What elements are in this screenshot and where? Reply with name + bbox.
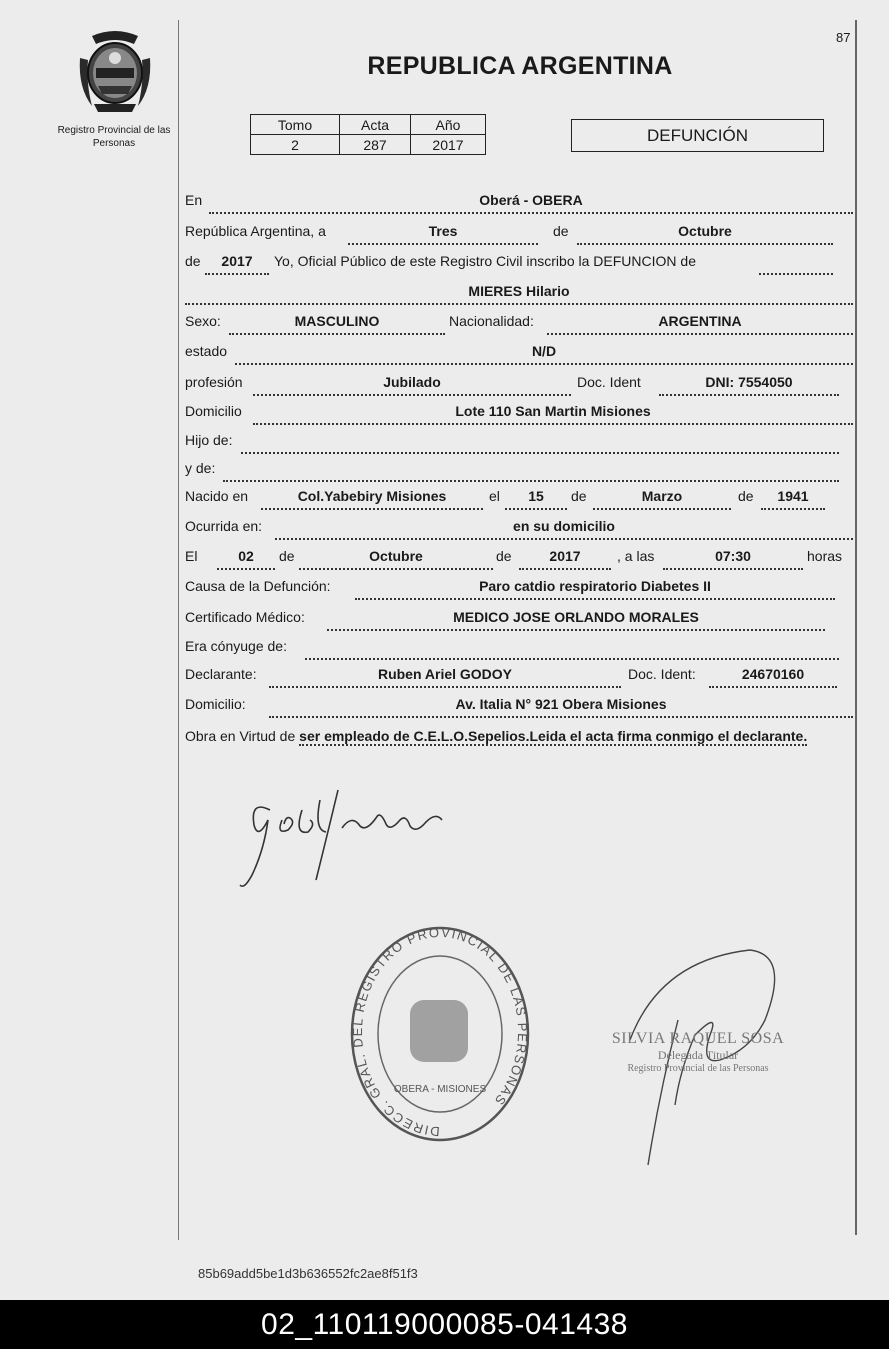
- anio-header: Año: [411, 115, 486, 135]
- row-estado: [185, 343, 855, 365]
- record-type-box: DEFUNCIÓN: [571, 119, 824, 152]
- field-domicilio-declarante: Av. Italia N° 921 Obera Misiones: [269, 696, 853, 718]
- obra-paragraph: [185, 725, 853, 747]
- field-lugar: Oberá - OBERA: [209, 192, 853, 214]
- label-y-de: y de:: [185, 460, 216, 476]
- label-profesion: profesión: [185, 374, 243, 390]
- label-domicilio: Domicilio: [185, 403, 242, 419]
- row-nombre: [185, 283, 855, 305]
- field-ocurrida-en: en su domicilio: [275, 518, 853, 540]
- row-ocurrida: [185, 518, 855, 540]
- field-anio-def: 2017: [519, 548, 611, 570]
- row-certificado: [185, 609, 855, 631]
- seal-inner-text: OBERA - MISIONES: [393, 1084, 487, 1095]
- label-domicilio-2: Domicilio:: [185, 696, 246, 712]
- label-de-2: de: [185, 253, 201, 269]
- field-sexo: MASCULINO: [229, 313, 445, 335]
- row-domicilio: [185, 403, 855, 425]
- label-estado: estado: [185, 343, 228, 359]
- field-profesion: Jubilado: [253, 374, 571, 396]
- label-causa: Causa de la Defunción:: [185, 578, 331, 594]
- row-profesion: [185, 374, 855, 396]
- file-code-bar: 02_110119000085-041438: [0, 1300, 889, 1349]
- record-table: [250, 114, 486, 155]
- field-doc-declarante: 24670160: [709, 666, 837, 688]
- label-de: de: [553, 223, 569, 239]
- label-el-upper: El: [185, 548, 198, 564]
- field-obra: ser empleado de C.E.L.O.Sepelios.Leida el acta firma conmigo el declarante.: [299, 728, 808, 744]
- row-hijo-de: [185, 432, 855, 454]
- label-de-3: de: [571, 488, 587, 504]
- signer-name: SILVIA RAQUEL SOSA: [611, 1030, 785, 1047]
- official-seal: [345, 922, 535, 1147]
- label-nacionalidad: Nacionalidad:: [449, 313, 534, 329]
- field-hijo-de: [241, 432, 839, 454]
- label-sexo: Sexo:: [185, 313, 221, 329]
- label-nacido-en: Nacido en: [185, 488, 249, 504]
- field-dia-acta: Tres: [348, 223, 538, 245]
- row-declarante: [185, 666, 855, 688]
- signer-block: [598, 1030, 798, 1074]
- label-el: el: [489, 488, 500, 504]
- field-domicilio: Lote 110 San Martin Misiones: [253, 403, 853, 425]
- field-nacionalidad: ARGENTINA: [547, 313, 853, 335]
- label-ocurrida-en: Ocurrida en:: [185, 518, 263, 534]
- label-republica: República Argentina, a: [185, 223, 326, 239]
- registry-caption: Registro Provincial de las Personas: [57, 125, 171, 149]
- row-inscripcion: [185, 253, 855, 275]
- field-hora-def: 07:30: [663, 548, 803, 570]
- label-de-4: de: [738, 488, 754, 504]
- row-fecha-defuncion: [185, 548, 855, 570]
- row-y-de: [185, 460, 855, 482]
- field-conyuge: [305, 638, 839, 660]
- field-anio-nac: 1941: [761, 488, 825, 510]
- anio-value: 2017: [411, 135, 486, 155]
- row-lugar: [185, 192, 855, 214]
- field-nombre: MIERES Hilario: [185, 283, 853, 305]
- field-documento: DNI: 7554050: [659, 374, 839, 396]
- document-title: REPUBLICA ARGENTINA: [367, 52, 673, 80]
- field-dia-nac: 15: [505, 488, 567, 510]
- field-estado: N/D: [235, 343, 853, 365]
- row-conyuge: [185, 638, 855, 660]
- left-margin-line: [178, 20, 179, 1240]
- field-mes-nac: Marzo: [593, 488, 731, 510]
- field-lugar-nacimiento: Col.Yabebiry Misiones: [261, 488, 483, 510]
- signer-role: Delegada Titular: [657, 1048, 739, 1062]
- label-de-6: de: [496, 548, 512, 564]
- label-yo: Yo, Oficial Público de este Registro Civil inscribo la DEFUNCION de: [274, 253, 696, 269]
- page-number: 87: [836, 30, 851, 45]
- seal-ring-text: DIRECC. GRAL. DEL REGISTRO PROVINCIAL DE LAS PERSONAS: [350, 924, 531, 1140]
- label-declarante: Declarante:: [185, 666, 257, 682]
- label-conyuge: Era cónyuge de:: [185, 638, 287, 654]
- tomo-header: Tomo: [251, 115, 340, 135]
- right-margin-line: [855, 20, 857, 1235]
- row-sexo: [185, 313, 855, 335]
- field-blank: [759, 253, 833, 275]
- row-fecha-acta: [185, 223, 855, 245]
- field-y-de: [223, 460, 839, 482]
- label-doc-ident-2: Doc. Ident:: [628, 666, 696, 682]
- label-horas: horas: [807, 548, 843, 564]
- field-anio-acta: 2017: [205, 253, 269, 275]
- label-a-las: , a las: [617, 548, 655, 564]
- field-mes-acta: Octubre: [577, 223, 833, 245]
- province-logo: [72, 28, 158, 114]
- label-doc-ident: Doc. Ident: [577, 374, 641, 390]
- field-dia-def: 02: [217, 548, 275, 570]
- row-domicilio-declarante: [185, 696, 855, 718]
- field-causa: Paro catdio respiratorio Diabetes II: [355, 578, 835, 600]
- row-causa: [185, 578, 855, 600]
- row-nacimiento: [185, 488, 855, 510]
- field-declarante: Ruben Ariel GODOY: [269, 666, 621, 688]
- label-obra: Obra en Virtud de: [185, 728, 296, 744]
- acta-header: Acta: [340, 115, 411, 135]
- declarant-signature: [230, 780, 460, 900]
- document-hash: 85b69add5be1d3b636552fc2ae8f51f3: [198, 1266, 418, 1281]
- label-hijo-de: Hijo de:: [185, 432, 233, 448]
- tomo-value: 2: [251, 135, 340, 155]
- label-de-5: de: [279, 548, 295, 564]
- label-certificado: Certificado Médico:: [185, 609, 305, 625]
- field-mes-def: Octubre: [299, 548, 493, 570]
- signer-office: Registro Provincial de las Personas: [627, 1063, 769, 1074]
- acta-value: 287: [340, 135, 411, 155]
- label-en: En: [185, 192, 203, 208]
- field-certificado: MEDICO JOSE ORLANDO MORALES: [327, 609, 825, 631]
